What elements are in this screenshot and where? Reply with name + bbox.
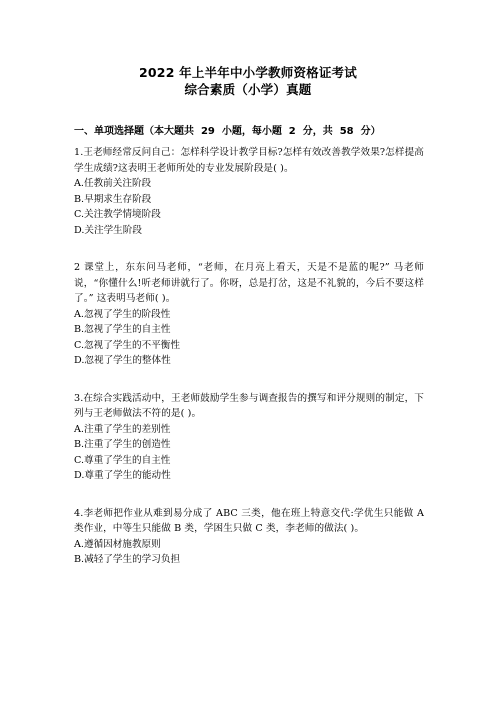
option-c: C.忽视了学生的不平衡性 bbox=[74, 339, 180, 351]
option-a: A.忽视了学生的阶段性 bbox=[74, 308, 171, 320]
option-b: B.早期求生存阶段 bbox=[74, 193, 152, 205]
option-d: D.尊重了学生的能动性 bbox=[74, 470, 171, 481]
question-3 bbox=[74, 391, 424, 484]
option-d: D.忽视了学生的整体性 bbox=[74, 355, 171, 366]
option-c: C.尊重了学生的自主性 bbox=[74, 454, 171, 466]
option-d: D.关注学生阶段 bbox=[74, 224, 142, 236]
option-a: A.任教前关注阶段 bbox=[74, 178, 152, 189]
question-stem: 4.李老师把作业从难到易分成了 ABC 三类，他在班上特意交代:学优生只能做 A 类作业，中等生只能做 B 类，学困生只做 C 类，李老师的做法( )。 bbox=[74, 507, 424, 534]
option-c: C.关注教学情境阶段 bbox=[74, 209, 161, 220]
option-b: B.忽视了学生的自主性 bbox=[74, 324, 171, 335]
document-title: 2022 年上半年中小学教师资格证考试 bbox=[139, 65, 357, 80]
option-a: A.注重了学生的差别性 bbox=[74, 423, 171, 435]
section-heading: 一、单项选择题（本大题共 29 小题，每小题 2 分，共 58 分） bbox=[74, 126, 381, 137]
option-b: B.减轻了学生的学习负担 bbox=[74, 554, 181, 565]
option-b: B.注重了学生的创造性 bbox=[74, 439, 171, 450]
question-list bbox=[74, 145, 424, 590]
question-2 bbox=[74, 260, 424, 369]
question-1 bbox=[74, 145, 424, 238]
option-a: A.遵循因材施教原则 bbox=[74, 538, 161, 550]
question-stem: 2 课堂上，东东问马老师，“老师，在月亮上看天，天是不是蓝的呢?” 马老师说，“你懂什么!听老师讲就行了。你呀，总是打岔，这是不礼貌的，今后不要这样了。” 这表明马老师( )。 bbox=[74, 262, 424, 304]
document-subtitle: 综合素质（小学）真题 bbox=[184, 82, 312, 97]
question-4 bbox=[74, 506, 424, 568]
question-stem: 3.在综合实践活动中，王老师鼓励学生参与调查报告的撰写和评分规则的制定，下列与王老师做法不符的是( )。 bbox=[74, 392, 424, 419]
question-stem: 1.王老师经常反问自己：怎样科学设计教学目标?怎样有效改善教学效果?怎样提高学生成绩?这表明王老师所处的专业发展阶段是( )。 bbox=[74, 147, 424, 174]
